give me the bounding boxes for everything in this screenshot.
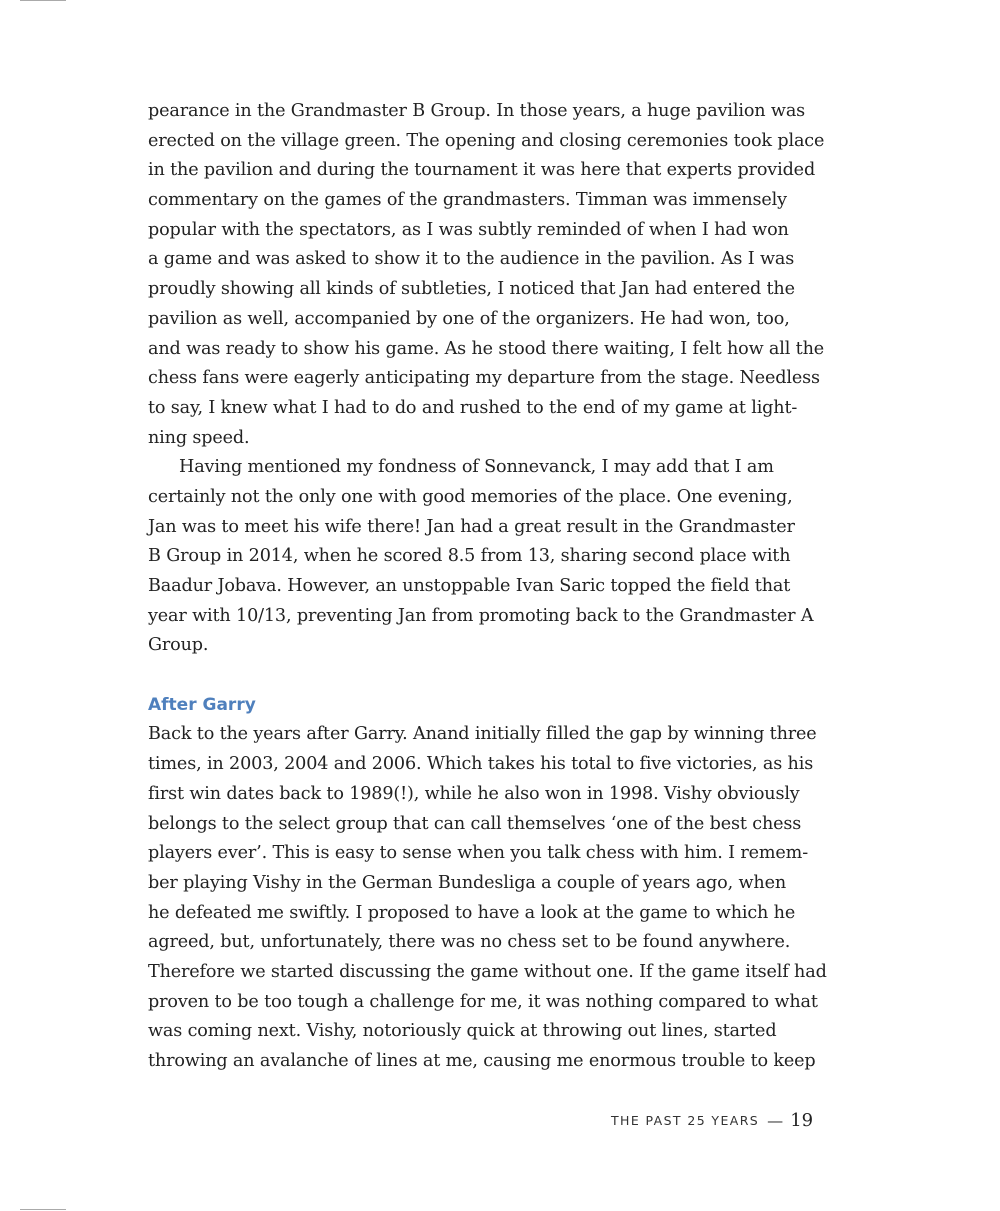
- text-line: Having mentioned my fondness of Sonnevanck, I may add that I am: [179, 457, 774, 478]
- crop-mark-bottom: [20, 1209, 66, 1210]
- text-line: was coming next. Vishy, notoriously quick at throwing out lines, started: [148, 1021, 777, 1042]
- text-line: erected on the village green. The opening and closing ceremonies took place: [148, 130, 825, 151]
- text-line: year with 10/13, preventing Jan from promoting back to the Grandmaster A: [148, 605, 814, 626]
- text-line: to say, I knew what I had to do and rushed to the end of my game at light-: [148, 397, 798, 418]
- page-body: [148, 97, 838, 1077]
- text-line: belongs to the select group that can call themselves ‘one of the best chess: [148, 813, 802, 834]
- text-line: proudly showing all kinds of subtleties, I noticed that Jan had entered the: [148, 279, 795, 300]
- footer-dash: —: [767, 1111, 784, 1130]
- text-line: B Group in 2014, when he scored 8.5 from 13, sharing second place with: [148, 546, 791, 567]
- section-heading: After Garry: [148, 694, 256, 715]
- text-line: popular with the spectators, as I was subtly reminded of when I had won: [148, 219, 789, 240]
- text-line: Baadur Jobava. However, an unstoppable Ivan Saric topped the field that: [148, 576, 791, 596]
- text-line: ber playing Vishy in the German Bundesliga a couple of years ago, when: [148, 872, 787, 893]
- text-line: a game and was asked to show it to the audience in the pavilion. As I was: [148, 249, 795, 270]
- paragraph-2: [148, 453, 838, 661]
- text-line: pearance in the Grandmaster B Group. In those years, a huge pavilion was: [148, 101, 806, 121]
- crop-mark-top: [20, 0, 66, 1]
- text-line: in the pavilion and during the tournament it was here that experts provided: [148, 160, 816, 181]
- text-line: throwing an avalanche of lines at me, causing me enormous trouble to keep: [148, 1051, 816, 1071]
- text-line: times, in 2003, 2004 and 2006. Which takes his total to five victories, as his: [148, 754, 814, 775]
- text-line: commentary on the games of the grandmasters. Timman was immensely: [148, 190, 787, 211]
- text-line: certainly not the only one with good memories of the place. One evening,: [148, 486, 793, 507]
- text-line: players ever’. This is easy to sense when you talk chess with him. I remem-: [148, 843, 809, 864]
- text-line: Back to the years after Garry. Anand initially filled the gap by winning three: [148, 724, 817, 745]
- text-line: proven to be too tough a challenge for me, it was nothing compared to what: [148, 991, 818, 1012]
- text-line: pavilion as well, accompanied by one of the organizers. He had won, too,: [148, 308, 790, 329]
- text-line: first win dates back to 1989(!), while he also won in 1998. Vishy obviously: [148, 783, 800, 804]
- paragraph-3: [148, 720, 838, 1076]
- page-number: 19: [790, 1110, 814, 1131]
- text-line: chess fans were eagerly anticipating my departure from the stage. Needless: [148, 368, 820, 389]
- running-head: THE PAST 25 YEARS: [611, 1113, 760, 1128]
- text-line: ning speed.: [148, 427, 250, 448]
- text-line: and was ready to show his game. As he stood there waiting, I felt how all the: [148, 338, 825, 359]
- text-line: Jan was to meet his wife there! Jan had a great result in the Grandmaster: [148, 516, 795, 537]
- paragraph-1: [148, 97, 838, 453]
- section-spacer: [148, 661, 838, 691]
- text-line: he defeated me swiftly. I proposed to have a look at the game to which he: [148, 902, 796, 923]
- text-line: Group.: [148, 635, 209, 656]
- page-footer: [611, 1110, 831, 1138]
- text-line: Therefore we started discussing the game without one. If the game itself had: [148, 961, 827, 982]
- text-line: agreed, but, unfortunately, there was no chess set to be found anywhere.: [148, 932, 791, 953]
